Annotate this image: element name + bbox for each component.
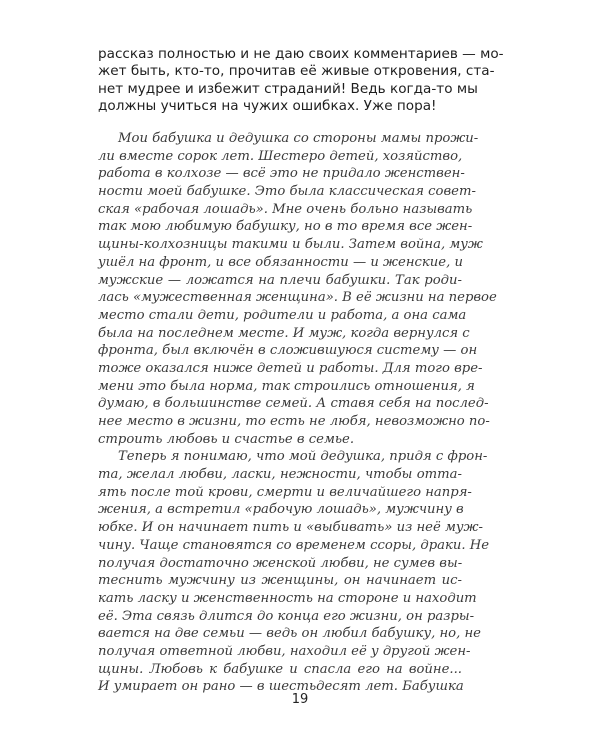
text-line: рассказ полностью и не даю своих комментариев — мо-: [98, 46, 504, 62]
text-line: получая достаточно женской любви, не сумев вы-: [98, 555, 463, 571]
text-line: та, желал любви, ласки, нежности, чтобы отта-: [98, 467, 462, 483]
text-line: тоже оказался ниже детей и работы. Для того вре-: [98, 360, 483, 376]
text-line: чину. Чаще становятся со временем ссоры, драки. Не: [98, 537, 490, 553]
text-line: щины. Любовь к бабушке и спасла его на войне...: [98, 661, 462, 677]
text-line: кать ласку и женственность на стороне и находит: [98, 590, 477, 606]
text-line: была на последнем месте. И муж, когда вернулся с: [98, 325, 470, 341]
text-line: щины-колхозницы такими и были. Затем война, муж: [98, 237, 483, 253]
story-excerpt: [98, 130, 497, 696]
text-line: думаю, в большинстве семей. А ставя себя на послед-: [98, 396, 489, 412]
text-line: жения, а встретил «рабочую лошадь», мужчину в: [98, 502, 464, 518]
text-line: нет мудрее и избежит страданий! Ведь когда-то мы: [98, 80, 478, 97]
text-line: И умирает он рано — в шестьдесят лет. Бабушка: [98, 679, 464, 695]
text-line: мужские — ложатся на плечи бабушки. Так роди-: [98, 272, 462, 288]
text-line: жет быть, кто-то, прочитав её живые откровения, ста-: [98, 63, 495, 80]
text-line: ли вместе сорок лет. Шестеро детей, хозяйство,: [98, 148, 463, 164]
text-line: мени это была норма, так строились отношения, я: [98, 378, 475, 394]
text-line: фронта, был включён в сложившуюся систему — он: [98, 343, 478, 359]
text-line: её. Эта связь длится до конца его жизни, он разры-: [98, 608, 475, 624]
text-line: юбке. И он начинает пить и «выбивать» из неё муж-: [98, 520, 483, 536]
text-line: должны учиться на чужих ошибках. Уже пора!: [98, 98, 437, 115]
intro-paragraph: [98, 46, 504, 116]
text-line: Теперь я понимаю, что мой дедушка, придя с фрон-: [118, 449, 488, 465]
text-line: теснить мужчину из женщины, он начинает ис-: [98, 573, 462, 589]
page-number: 19: [291, 692, 309, 707]
text-line: получая ответной любви, находил её у другой жен-: [98, 643, 471, 659]
text-line: Мои бабушка и дедушка со стороны мамы прожи-: [118, 131, 479, 146]
text-line: нее место в жизни, то есть не любя, невозможно по-: [98, 414, 490, 429]
text-line: так мою любимую бабушку, но в то время все жен-: [98, 219, 473, 235]
text-line: вается на две семьи — ведь он любил бабушку, но, не: [98, 626, 481, 642]
text-line: лась «мужественная женщина». В её жизни на первое: [98, 290, 497, 306]
text-line: строить любовь и счастье в семье.: [98, 431, 355, 447]
text-line: работа в колхозе — всё это не придало женствен-: [98, 166, 465, 182]
text-line: место стали дети, родители и работа, а она сама: [98, 307, 467, 323]
text-line: ская «рабочая лошадь». Мне очень больно называть: [98, 201, 473, 217]
text-line: ять после той крови, смерти и величайшего напря-: [98, 484, 472, 500]
text-line: ности моей бабушке. Это была классическая совет-: [98, 184, 476, 200]
text-line: ушёл на фронт, и все обязанности — и женские, и: [98, 254, 463, 270]
